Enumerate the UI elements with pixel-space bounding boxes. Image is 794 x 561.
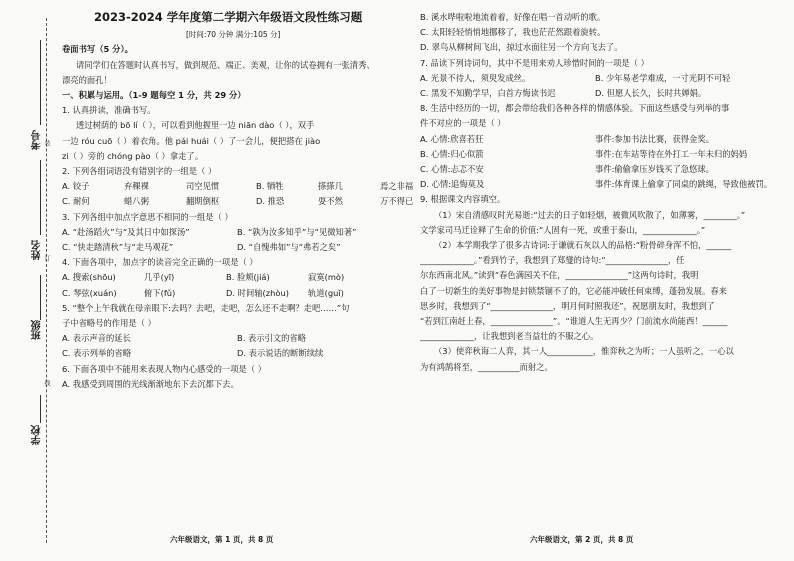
option-row: [62, 346, 414, 361]
question-line: 文学家司马迁诠释了生命的价值:“人固有一死，或重于泰山，_____________。”: [420, 224, 706, 235]
question-line: 3. 下列各组中加点字意思不相同的一组是（ ）: [62, 211, 233, 222]
option-row: [62, 225, 414, 240]
question-line: 7. 品读下列诗词句，其中不是用来劝人珍惜时间的一项是（ ）: [420, 57, 649, 68]
option-text: B. 少年易老学难成，一寸光阴不可轻: [595, 72, 731, 83]
option-text: 翻期倒枢: [186, 196, 220, 207]
option-text: D. 表示说话的断断续续: [237, 348, 324, 359]
option-row: [62, 194, 414, 209]
question-line: （2）本学期我学了很多古诗词:于谦就石灰以人的品格:“粉骨碎身浑不怕，______: [434, 240, 732, 251]
option-row: [62, 240, 414, 255]
question-line: 1. 认真拼读，准确书写。: [62, 105, 156, 116]
question-line: _____________。”看到竹子，我想到了郑燮的诗句:“_______________，任: [420, 255, 685, 266]
label-exam-number: 考号: [32, 130, 43, 150]
option-text: D. 推恐: [256, 196, 285, 207]
option-text: 焉之非福: [380, 181, 414, 192]
question-line: 9. 根据课文内容填空。: [420, 194, 506, 205]
question-line: 尔东西南北风。”读到“春色满园关不住，_______________”这两句诗时，我明: [420, 270, 699, 281]
option-text: 搽搽几: [318, 181, 343, 192]
option-text: B. 脸颊(jiá): [226, 272, 270, 283]
question-line: 件不对应的一项是（ ）: [420, 118, 506, 129]
option-row: [420, 86, 780, 101]
page-footer-right: 六年级语文，第 2 页，共 8 页: [530, 535, 634, 544]
binding-margin: [0, 0, 62, 561]
option-row: [420, 162, 780, 177]
option-text: C. 黑发不知勤学早，白首方悔读书迟: [420, 88, 556, 99]
question-line: （1）宋自清感叹时光易逝:“过去的日子如轻烟，被微风吹散了，如薄雾，________。”: [434, 209, 746, 220]
question-line: B. 溪水哗啦啦地流着着，好像在唱一首动听的歌。: [420, 12, 606, 22]
field-school: [40, 395, 41, 423]
field-exam-number: [40, 40, 41, 125]
option-row: [420, 147, 780, 162]
binding-mark: 订: [43, 255, 50, 261]
question-line: 5. “整个上午我就在母亲眼下:去吗？去吧，走吧，怎么还不走啊？走吧……”句: [62, 302, 350, 313]
question-line: 子中省略号的作用是（ ）: [62, 318, 156, 329]
field-class: [40, 275, 41, 320]
option-text: A. 铰子: [62, 181, 90, 192]
field-name: [40, 160, 41, 235]
question-line: 4. 下面各项中，加点字的读音完全正确的一项是（ ）: [62, 257, 258, 268]
question-line: 透过树荫的 bō lí（ ），可以看到他握里一边 niān dào（ ），双手: [76, 120, 315, 131]
option-text: 几乎(yī): [144, 272, 175, 283]
option-text: D. 时间轴(zhòu): [226, 287, 289, 298]
option-row: [420, 177, 780, 192]
option-text: B. 牺牲: [256, 181, 284, 192]
option-text: 事件:参加书法比赛，获得金奖。: [595, 133, 714, 144]
option-text: A. 心情:欣喜若狂: [420, 133, 484, 144]
exam-meta: [时间:70 分钟 满分:105 分]: [186, 30, 281, 40]
option-row: [62, 331, 414, 346]
question-line: A. 我感受到周围的光线渐渐地东下去沉都下去。: [62, 378, 239, 389]
option-text: 事件:在车站等待在外打工一年未归的妈妈: [595, 148, 748, 159]
option-text: D. 但愿人长久，长时共婵娟。: [595, 88, 707, 99]
option-row: [420, 132, 780, 147]
question-line: D. 翠鸟从柳树间飞出，掠过水面往另一个方向飞去了。: [420, 42, 623, 53]
option-text: 俯下(fǔ): [144, 287, 176, 298]
option-text: C. “快走踏清秋”与“走马观花”: [62, 242, 174, 253]
option-text: D. 心情:追悔莫及: [420, 179, 485, 190]
left-page: [62, 10, 414, 392]
question-line: （3）使弈秋诲二人弈，其一人___________，惟弈秋之为听；一人虽听之，一心以: [434, 346, 734, 357]
question-line: C. 太阳轻轻悄悄地挪移了，我也茫茫然跟着旋转。: [420, 27, 606, 38]
option-text: A. 搜索(shōu): [62, 272, 116, 283]
question-line: zi（ ）旁的 chóng pào（ ）拿走了。: [62, 150, 204, 161]
right-page: [420, 10, 780, 375]
option-text: B. 表示引文的省略: [237, 333, 307, 344]
option-text: 事件:体育课上偷拿了同桌的跳绳，导致他被罚。: [595, 179, 773, 190]
question-line: “若到江南赶上春，_______________”。“谁道人生无再少？门前流水尚能西！______: [420, 316, 728, 327]
option-text: D. “自愧弗如”与“弗若之矣”: [237, 242, 341, 253]
label-class: 班级: [32, 320, 43, 340]
option-row: [62, 179, 414, 194]
option-text: C. 心情:忐忑不安: [420, 164, 484, 175]
exam-title: 2023-2024 学年度第二学期六年级语文段性练习题: [94, 10, 363, 24]
option-text: B. 心情:归心似箭: [420, 148, 484, 159]
page-footer-left: 六年级语文，第 1 页，共 8 页: [170, 535, 274, 544]
question-line: 请同学们在答题时认真书写，做到规范、端正、美观，让你的试卷拥有一张清秀、: [76, 59, 375, 70]
option-text: 耍不然: [318, 196, 343, 207]
question-line: _____________，让我想到老当益壮的不服之心。: [420, 331, 599, 342]
question-line: 8. 生活中经历的一切，都会带给我们各种各样的情感体验。下面这些感受与列举的事: [420, 103, 730, 114]
option-text: 寂寞(mò): [308, 272, 345, 283]
option-text: 轨道(guǐ): [308, 287, 344, 298]
question-line: 一边 róu cuō（ ）着衣角。他 pái huái（ ）了一会儿，便把搭在 jiào: [62, 135, 321, 146]
option-text: 司空见惯: [186, 181, 220, 192]
option-text: A. 光景不待人，须臾发成丝。: [420, 72, 531, 83]
question-line: 为有鸿鹄将至，__________而射之。: [420, 361, 553, 372]
option-text: A. 表示声音的延长: [62, 333, 131, 344]
option-text: C. 琴弦(xuán): [62, 287, 117, 298]
option-row: [62, 270, 414, 285]
option-row: [62, 286, 414, 301]
binding-line: [46, 18, 47, 543]
question-line: 白了一切新生的美好事物是封锁禁锢不了的，它必能冲破任何束缚，蓬勃发展。春来: [420, 285, 727, 296]
option-text: 事件:偷偷拿压岁钱买了急悠球。: [595, 164, 714, 175]
option-text: 蜡八粥: [124, 196, 149, 207]
option-text: C. 耐何: [62, 196, 90, 207]
left-content: [62, 42, 414, 392]
question-line: 漂亮的面孔！: [62, 74, 112, 85]
option-text: C. 表示列举的省略: [62, 348, 132, 359]
option-row: [420, 71, 780, 86]
right-content: [420, 10, 780, 375]
section-heading: 一、积累与运用。（1-9 题每空 1 分，共 29 分）: [62, 90, 246, 101]
section-heading: 卷面书写（5 分）。: [62, 44, 133, 55]
question-line: 6. 下面各项中不能用来表现人物内心感受的一项是（ ）: [62, 363, 267, 374]
option-text: 万不得已: [380, 196, 414, 207]
label-name: 姓名: [32, 240, 43, 260]
option-text: 弃稞裸: [124, 181, 149, 192]
binding-mark: 装: [43, 140, 50, 146]
option-text: A. “赴汤蹈火”与“及其日中如探汤”: [62, 226, 190, 237]
option-text: B. “孰为汝多知乎”与“见微知著”: [237, 226, 357, 237]
question-line: 2. 下列各组词语没有错别字的一组是（ ）: [62, 166, 217, 177]
binding-mark: 线: [43, 380, 50, 386]
question-line: 思乡时，我想到了“_______________，明月何时照我还”，祝愿朋友时，我想到了: [420, 300, 715, 311]
label-school: 学校: [32, 425, 43, 445]
